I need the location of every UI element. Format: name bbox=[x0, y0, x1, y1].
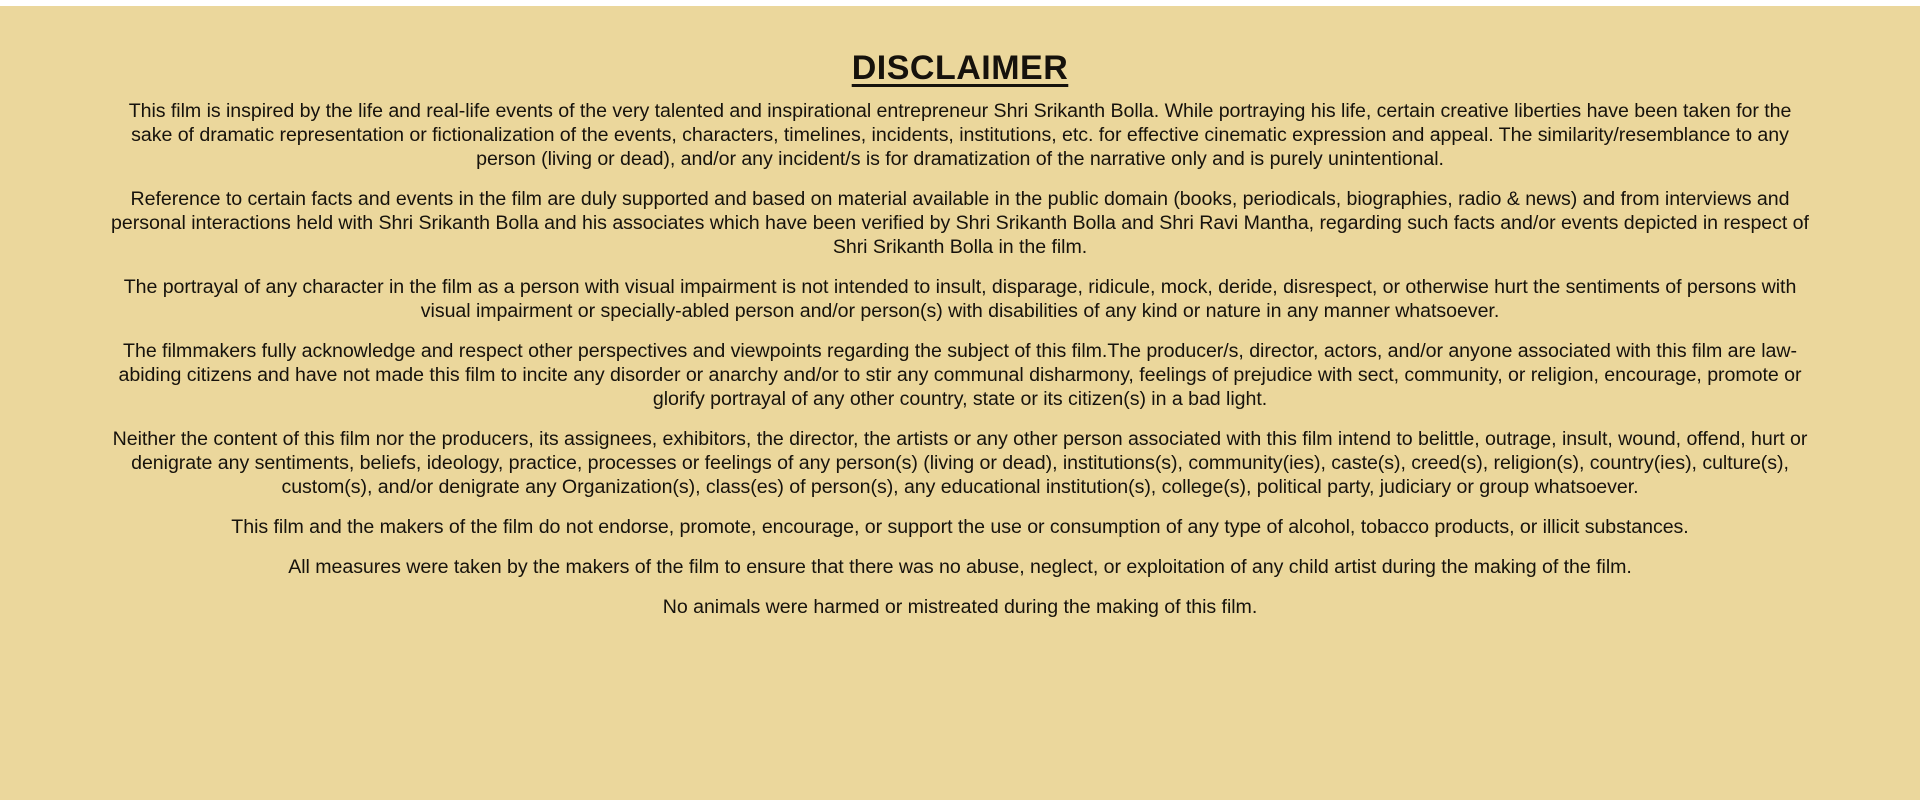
disclaimer-paragraph: All measures were taken by the makers of the film to ensure that there was no abuse, neglect, or exploitation of any child artist during the making of the film. bbox=[288, 555, 1632, 578]
disclaimer-paragraph: Reference to certain facts and events in the film are duly supported and based on material available in the public domain (books, periodicals, biographies, radio & news) and from interviews and personal interactions held with Shri Srikanth Bolla and his associates which have been verified by Shri Srikanth Bolla and Shri Ravi Mantha, regarding such facts and/or events depicted in respect of Shri Srikanth Bolla in the film. bbox=[111, 187, 1809, 258]
disclaimer-card bbox=[0, 6, 1920, 800]
disclaimer-paragraph: This film is inspired by the life and real-life events of the very talented and inspirational entrepreneur Shri Srikanth Bolla. While portraying his life, certain creative liberties have been taken for the sake of dramatic representation or fictionalization of the events, characters, timelines, incidents, institutions, etc. for effective cinematic expression and appeal. The similarity/resemblance to any person (living or dead), and/or any incident/s is for dramatization of the narrative only and is purely unintentional. bbox=[128, 99, 1792, 170]
page-title: DISCLAIMER bbox=[851, 49, 1069, 87]
disclaimer-paragraph: This film and the makers of the film do not endorse, promote, encourage, or support the use or consumption of any type of alcohol, tobacco products, or illicit substances. bbox=[231, 515, 1689, 538]
disclaimer-paragraph: No animals were harmed or mistreated during the making of this film. bbox=[662, 595, 1258, 618]
disclaimer-paragraph: Neither the content of this film nor the producers, its assignees, exhibitors, the director, the artists or any other person associated with this film intend to belittle, outrage, insult, wound, offend, hurt or denigrate any sentiments, beliefs, ideology, practice, processes or feelings of any person(s) (living or dead), institutions(s), community(ies), caste(s), creed(s), religion(s), country(ies), culture(s), custom(s), and/or denigrate any Organization(s), class(es) of person(s), any educational institution(s), college(s), political party, judiciary or group whatsoever. bbox=[112, 427, 1808, 498]
disclaimer-paragraph-list bbox=[108, 99, 1812, 619]
disclaimer-paragraph: The portrayal of any character in the film as a person with visual impairment is not intended to insult, disparage, ridicule, mock, deride, disrespect, or otherwise hurt the sentiments of persons with visual impairment or specially-abled person and/or person(s) with disabilities of any kind or nature in any manner whatsoever. bbox=[123, 275, 1797, 322]
disclaimer-paragraph: The filmmakers fully acknowledge and respect other perspectives and viewpoints regarding the subject of this film.The producer/s, director, actors, and/or anyone associated with this film are law-abiding citizens and have not made this film to incite any disorder or anarchy and/or to stir any communal disharmony, feelings of prejudice with sect, community, or religion, encourage, promote or glorify portrayal of any other country, state or its citizen(s) in a bad light. bbox=[118, 339, 1802, 410]
